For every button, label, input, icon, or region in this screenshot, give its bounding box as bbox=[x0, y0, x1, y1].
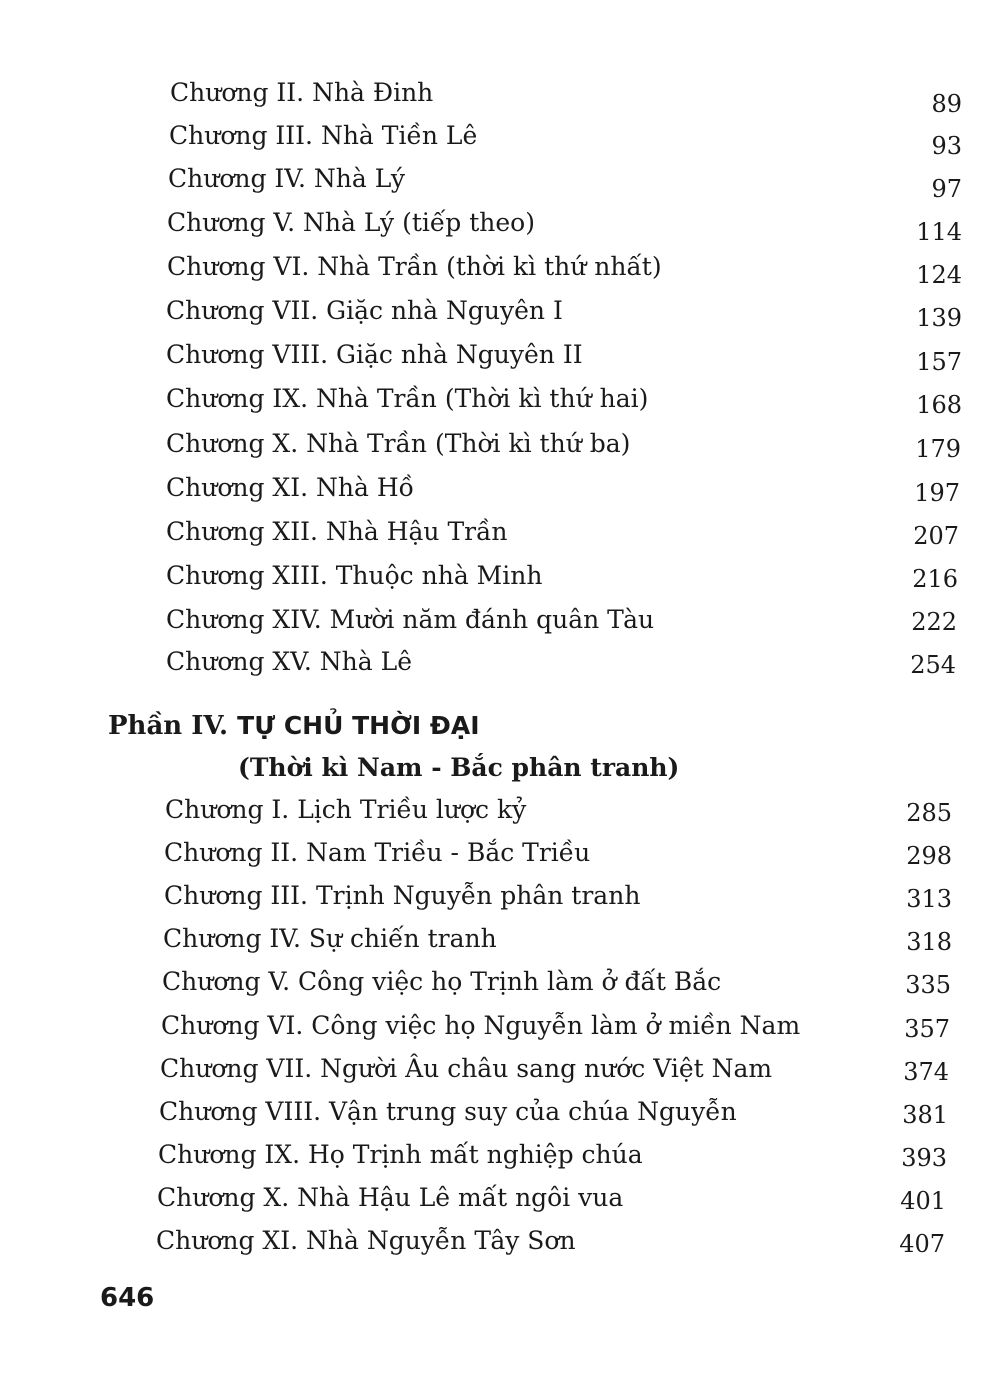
toc-entry-page: 197 bbox=[914, 479, 960, 507]
toc-entry-page: 335 bbox=[905, 971, 951, 999]
toc-entry-title[interactable]: Chương X. Nhà Trần (Thời kì thứ ba) bbox=[166, 429, 631, 458]
toc-entry-title[interactable]: Chương VIII. Giặc nhà Nguyên II bbox=[166, 340, 583, 369]
toc-entry-title[interactable]: Chương VI. Nhà Trần (thời kì thứ nhất) bbox=[167, 252, 662, 281]
toc-entry-title[interactable]: Chương III. Nhà Tiền Lê bbox=[169, 121, 478, 150]
part-heading bbox=[108, 710, 480, 742]
toc-entry-page: 97 bbox=[931, 175, 962, 203]
toc-entry-title[interactable]: Chương II. Nam Triều - Bắc Triều bbox=[164, 838, 591, 867]
toc-entry-title[interactable]: Chương IV. Nhà Lý bbox=[168, 164, 405, 193]
toc-entry-page: 318 bbox=[906, 928, 952, 956]
toc-entry-page: 285 bbox=[906, 799, 952, 827]
toc-entry-title[interactable]: Chương XIV. Mười năm đánh quân Tàu bbox=[166, 605, 655, 634]
toc-entry-title[interactable]: Chương IX. Họ Trịnh mất nghiệp chúa bbox=[158, 1140, 643, 1169]
toc-entry-title[interactable]: Chương V. Công việc họ Trịnh làm ở đất Bắc bbox=[162, 967, 722, 996]
toc-entry-page: 298 bbox=[906, 842, 952, 870]
toc-entry-page: 401 bbox=[900, 1187, 946, 1215]
toc-entry-title[interactable]: Chương IV. Sự chiến tranh bbox=[163, 924, 497, 953]
toc-entry-page: 216 bbox=[912, 565, 958, 593]
toc-entry-page: 254 bbox=[910, 651, 956, 679]
toc-entry-title[interactable]: Chương VII. Người Âu châu sang nước Việt Nam bbox=[160, 1054, 773, 1083]
toc-entry-title[interactable]: Chương VIII. Vận trung suy của chúa Nguyễn bbox=[159, 1097, 737, 1126]
toc-entry-page: 157 bbox=[916, 348, 962, 376]
toc-entry-page: 313 bbox=[906, 885, 952, 913]
toc-entry-page: 89 bbox=[931, 90, 962, 118]
toc-entry-page: 168 bbox=[916, 391, 962, 419]
part-title: TỰ CHỦ THỜI ĐẠI bbox=[237, 711, 480, 740]
toc-entry-page: 222 bbox=[911, 608, 957, 636]
page-number: 646 bbox=[100, 1283, 155, 1313]
toc-entry-page: 381 bbox=[902, 1101, 948, 1129]
toc-entry-page: 393 bbox=[901, 1144, 947, 1172]
toc-entry-title[interactable]: Chương V. Nhà Lý (tiếp theo) bbox=[167, 208, 535, 237]
toc-entry-title[interactable]: Chương XV. Nhà Lê bbox=[166, 647, 413, 676]
toc-entry-title[interactable]: Chương XI. Nhà Hồ bbox=[166, 473, 414, 502]
toc-entry-page: 207 bbox=[913, 522, 959, 550]
toc-entry-title[interactable]: Chương XI. Nhà Nguyễn Tây Sơn bbox=[156, 1226, 576, 1255]
toc-entry-page: 357 bbox=[904, 1015, 950, 1043]
toc-entry-title[interactable]: Chương XIII. Thuộc nhà Minh bbox=[166, 561, 543, 590]
toc-entry-title[interactable]: Chương II. Nhà Đinh bbox=[170, 78, 434, 107]
toc-entry-title[interactable]: Chương X. Nhà Hậu Lê mất ngôi vua bbox=[157, 1183, 624, 1212]
toc-entry-page: 179 bbox=[915, 435, 961, 463]
part-subtitle: (Thời kì Nam - Bắc phân tranh) bbox=[238, 753, 680, 782]
toc-entry-page: 139 bbox=[916, 304, 962, 332]
toc-entry-page: 124 bbox=[916, 261, 962, 289]
toc-entry-title[interactable]: Chương IX. Nhà Trần (Thời kì thứ hai) bbox=[166, 384, 649, 413]
part-prefix: Phần IV. bbox=[108, 711, 229, 741]
toc-entry-page: 407 bbox=[899, 1230, 945, 1258]
toc-entry-title[interactable]: Chương III. Trịnh Nguyễn phân tranh bbox=[164, 881, 641, 910]
toc-entry-title[interactable]: Chương VI. Công việc họ Nguyễn làm ở miền Nam bbox=[161, 1011, 801, 1040]
toc-entry-title[interactable]: Chương VII. Giặc nhà Nguyên I bbox=[166, 296, 563, 325]
toc-entry-page: 374 bbox=[903, 1058, 949, 1086]
toc-entry-page: 93 bbox=[931, 132, 962, 160]
toc-entry-page: 114 bbox=[916, 218, 962, 246]
toc-entry-title[interactable]: Chương I. Lịch Triều lược kỷ bbox=[165, 795, 527, 824]
toc-entry-title[interactable]: Chương XII. Nhà Hậu Trần bbox=[166, 517, 508, 546]
